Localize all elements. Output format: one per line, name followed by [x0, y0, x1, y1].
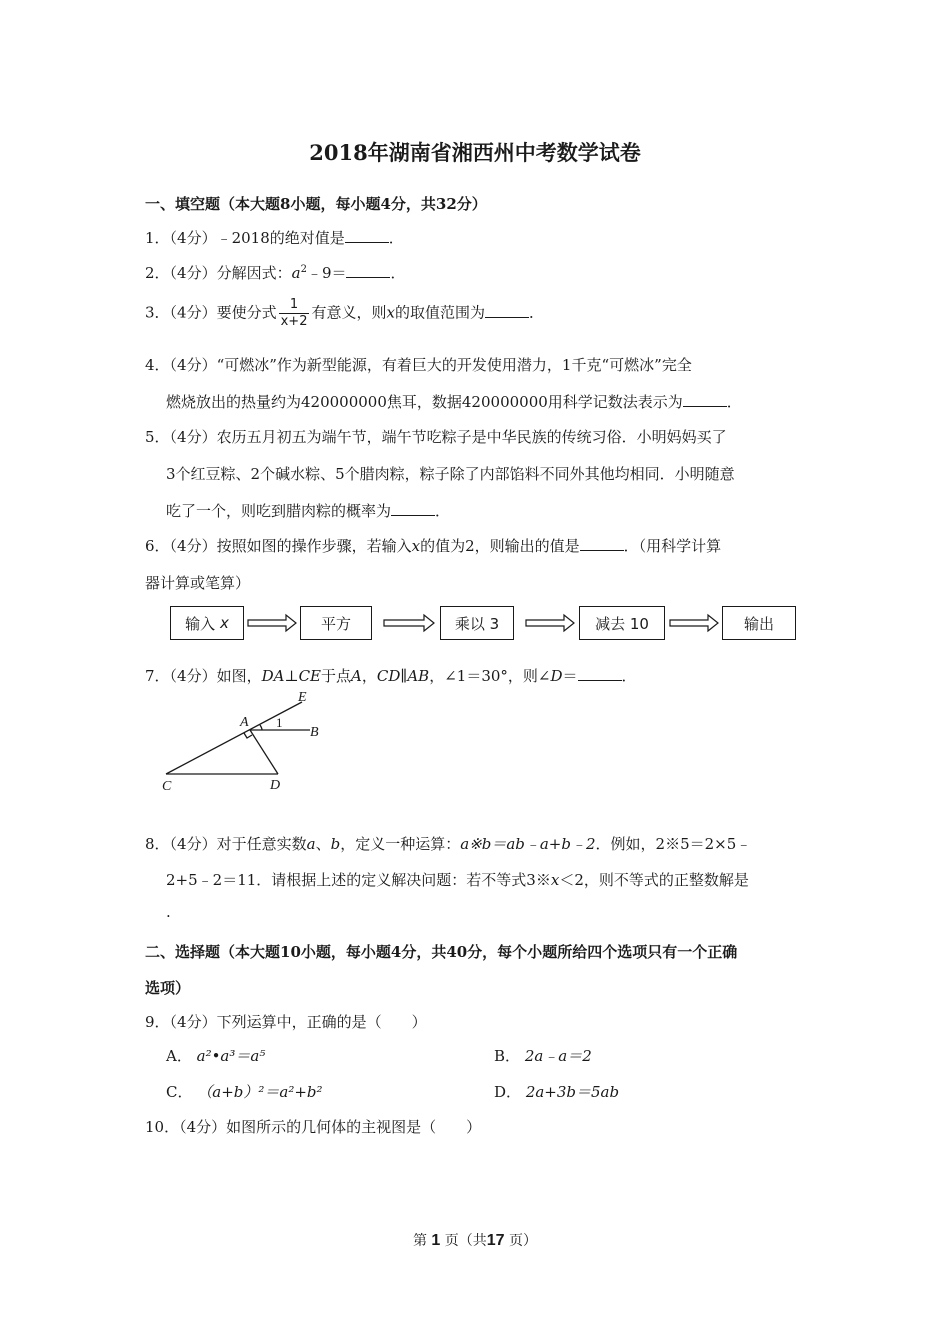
question-number: 4． [145, 356, 170, 374]
option-C [166, 1081, 323, 1102]
point-A: A [351, 667, 362, 685]
question-number: 6． [145, 537, 170, 555]
question-text-tail: 的取值范围为 [394, 303, 485, 322]
flow-arrow-icon [384, 615, 434, 631]
answer-blank [391, 503, 435, 516]
flow-arrow-icon [670, 615, 718, 631]
parallel-symbol: ∥ [400, 667, 408, 685]
question-number: 2． [145, 264, 170, 282]
variable-x: x [219, 614, 229, 632]
section-heading-choice: 二、选择题（本大题10小题，每小题4分，共40分，每个小题所给四个选项只有一个正确 [145, 943, 738, 961]
operation-definition: a※b＝ab﹣a+b﹣2 [460, 835, 596, 853]
answer-blank [346, 265, 390, 278]
flow-arrow-icon [526, 615, 574, 631]
segment-DA: DA [261, 667, 285, 685]
question-9 [145, 1011, 427, 1032]
question-text: 按照如图的操作步骤，若输入 [216, 537, 412, 555]
question-number: 10． [145, 1118, 180, 1136]
question-points: （4分） [179, 1118, 227, 1136]
question-text-tail: ﹣9＝ [306, 264, 347, 282]
period: ． [528, 303, 544, 322]
footer-text: 页） [509, 1233, 538, 1249]
line-AD [250, 730, 278, 774]
question-text: 如图， [216, 667, 262, 685]
question-10 [145, 1116, 481, 1137]
flow-arrows [0, 600, 950, 650]
option-D [494, 1081, 619, 1102]
label-E: E [298, 690, 307, 705]
flow-label: 减去 10 [595, 614, 649, 633]
question-text: 吃了一个，则吃到腊肉粽的概率为 [166, 502, 392, 520]
page-number: 1 [431, 1232, 441, 1249]
question-points: （4分） [169, 537, 217, 555]
variable-x: x [386, 303, 395, 322]
variable-b: b [330, 835, 341, 853]
question-8-line-3: . [166, 903, 171, 921]
question-points: （4分） [169, 229, 217, 247]
segment-AB: AB [407, 667, 430, 685]
question-text-tail: ．（用科学计算 [623, 537, 722, 555]
label-C: C [162, 779, 172, 794]
question-points: （4分） [169, 1013, 217, 1031]
question-2 [145, 262, 406, 283]
variable-a: a [306, 835, 316, 853]
question-text-mid: 的值为2，则输出的值是 [420, 537, 580, 555]
label-B: B [310, 725, 319, 740]
question-text: 2+5﹣2＝11．请根据上述的定义解决问题：若不等式3※ [166, 871, 551, 889]
question-points: （4分） [169, 835, 217, 853]
option-label: A． [166, 1047, 192, 1065]
question-number: 1． [145, 229, 170, 247]
period: ． [726, 393, 742, 411]
total-pages: 17 [486, 1232, 505, 1249]
flow-arrow-icon [248, 615, 296, 631]
section-heading-fill-in: 一、填空题（本大题8小题，每小题4分，共32分） [145, 195, 487, 213]
period: ． [390, 264, 406, 282]
option-B [494, 1045, 592, 1066]
equals: ＝ [562, 667, 578, 685]
fraction-denominator: x+2 [280, 314, 308, 329]
question-number: 7． [145, 667, 170, 685]
question-8 [145, 833, 751, 854]
question-points: （4分） [169, 303, 217, 322]
question-text-tail: ．例如，2※5＝2×5﹣ [595, 835, 752, 853]
question-text: ﹣2018的绝对值是 [216, 229, 345, 247]
question-number: 5． [145, 428, 170, 446]
flow-label: 输出 [743, 614, 774, 633]
question-7 [145, 665, 637, 686]
question-text: “可燃冰”作为新型能源，有着巨大的开发使用潜力，1千克“可燃冰”完全 [216, 356, 692, 374]
question-points: （4分） [169, 356, 217, 374]
variable-x: x [550, 871, 560, 889]
question-number: 3． [145, 303, 170, 322]
question-points: （4分） [169, 264, 217, 282]
footer-text: 第 [412, 1233, 427, 1249]
geometry-figure [150, 690, 350, 800]
flow-label: 平方 [320, 614, 351, 633]
question-5-line-2: 3个红豆粽、2个碱水粽、5个腊肉粽，粽子除了内部馅料不同外其他均相同．小明随意 [166, 465, 735, 483]
question-points: （4分） [169, 667, 217, 685]
angle-D: D [550, 667, 563, 685]
option-expression: 2a﹣a＝2 [524, 1047, 592, 1065]
comma: ， [361, 667, 377, 685]
fraction [279, 297, 310, 330]
question-text: 于点 [321, 667, 352, 685]
question-4 [145, 354, 692, 375]
question-5-line-3 [166, 500, 450, 521]
period: ． [621, 667, 637, 685]
variable-x: x [411, 537, 421, 555]
question-text: 燃烧放出的热量约为420000000焦耳，数据420000000用科学记数法表示为 [166, 393, 683, 411]
section-heading-choice-cont: 选项） [145, 979, 191, 997]
question-6 [145, 535, 721, 556]
right-angle-mark [244, 733, 252, 738]
answer-blank [580, 538, 624, 551]
answer-blank [578, 668, 622, 681]
question-1 [145, 227, 404, 248]
option-label: D． [494, 1083, 522, 1101]
option-expression: （a+b）²＝a²+b² [197, 1083, 323, 1101]
label-D: D [270, 778, 281, 793]
question-text: ，∠1＝30°，则∠ [429, 667, 551, 685]
question-text: 对于任意实数 [216, 835, 307, 853]
label-A: A [240, 715, 249, 730]
question-text: ＜2，则不等式的正整数解是 [559, 871, 749, 889]
period: ． [435, 502, 451, 520]
option-A [166, 1045, 265, 1066]
label-angle-1: 1 [276, 715, 283, 730]
question-text: 农历五月初五为端午节，端午节吃粽子是中华民族的传统习俗．小明妈妈买了 [216, 428, 727, 446]
exponent: 2 [300, 264, 307, 275]
question-text-mid: 有意义，则 [311, 303, 387, 322]
variable-a: a [291, 264, 301, 282]
question-text: 如图所示的几何体的主视图是（ ） [226, 1118, 482, 1136]
separator: 、 [315, 835, 331, 853]
angle-1-arc [260, 725, 262, 730]
line-CE [166, 702, 302, 774]
segment-CD: CD [376, 667, 401, 685]
page-title: 2018年湖南省湘西州中考数学试卷 [309, 140, 641, 165]
question-number: 9． [145, 1013, 170, 1031]
question-5 [145, 426, 727, 447]
period: ． [388, 229, 404, 247]
question-text: 分解因式： [216, 264, 292, 282]
option-label: B． [494, 1047, 521, 1065]
answer-blank [683, 394, 727, 407]
question-4-line-2 [166, 391, 742, 412]
segment-CE: CE [298, 667, 322, 685]
option-label: C． [166, 1083, 193, 1101]
question-text: 下列运算中，正确的是（ ） [216, 1013, 427, 1031]
question-6-line-2: 器计算或笔算） [145, 574, 251, 592]
question-number: 8． [145, 835, 170, 853]
answer-blank [345, 230, 389, 243]
question-8-line-2 [166, 869, 749, 890]
question-text: 要使分式 [216, 303, 277, 322]
answer-blank [485, 305, 529, 318]
question-3 [145, 297, 544, 330]
question-text: ，定义一种运算： [340, 835, 461, 853]
fraction-numerator: 1 [279, 297, 310, 314]
footer-text: 页（共 [444, 1233, 487, 1249]
page-footer [0, 1230, 950, 1250]
option-expression: a²•a³＝a⁵ [196, 1047, 266, 1065]
flow-label: 乘以 3 [454, 614, 500, 633]
flow-label: 输入 [185, 614, 216, 633]
option-expression: 2a+3b＝5ab [525, 1083, 620, 1101]
question-points: （4分） [169, 428, 217, 446]
perp-symbol: ⊥ [284, 667, 299, 685]
